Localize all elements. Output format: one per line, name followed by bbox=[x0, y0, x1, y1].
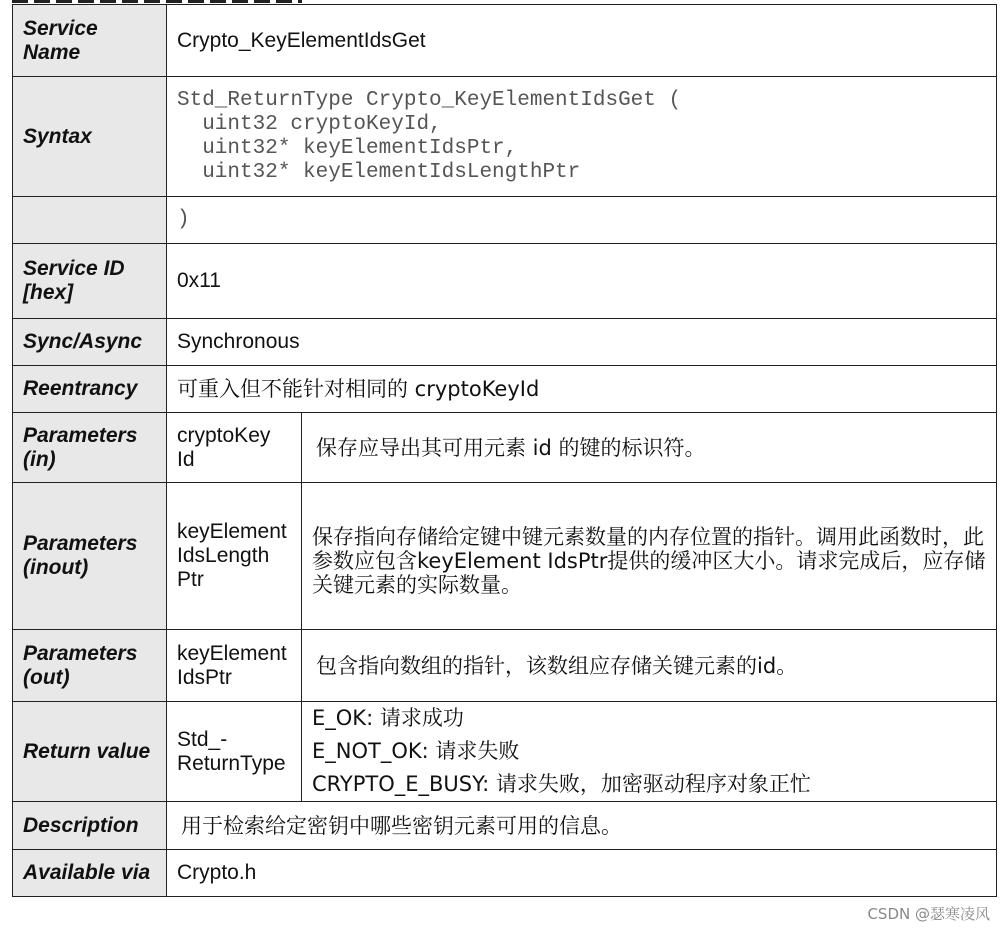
empty-label-cell bbox=[13, 197, 167, 244]
available-via-label: Available via bbox=[13, 850, 167, 897]
row-params-out bbox=[13, 630, 997, 702]
reentrancy-label: Reentrancy bbox=[13, 366, 167, 413]
sync-value: Synchronous bbox=[167, 319, 997, 366]
row-available-via bbox=[13, 850, 997, 897]
return-code: CRYPTO_E_BUSY: 请求失败，加密驱动程序对象正忙 bbox=[312, 772, 811, 796]
params-in-label: Parameters (in) bbox=[13, 413, 167, 483]
reentrancy-value: 可重入但不能针对相同的 cryptoKeyId bbox=[167, 366, 997, 413]
description-value: 用于检索给定密钥中哪些密钥元素可用的信息。 bbox=[167, 802, 997, 850]
params-inout-name: keyElement IdsLength Ptr bbox=[167, 483, 302, 630]
row-syntax bbox=[13, 77, 997, 197]
return-code: E_OK: 请求成功 bbox=[312, 706, 464, 730]
row-sync bbox=[13, 319, 997, 366]
service-id-label: Service ID [hex] bbox=[13, 244, 167, 319]
syntax-line: uint32* keyElementIdsPtr, bbox=[177, 136, 518, 160]
top-border-fragment bbox=[12, 0, 302, 3]
row-return-value bbox=[13, 702, 997, 802]
syntax-code bbox=[167, 77, 997, 197]
params-inout-label: Parameters (inout) bbox=[13, 483, 167, 630]
syntax-line: uint32 cryptoKeyId, bbox=[177, 112, 442, 136]
service-name-label: Service Name bbox=[13, 5, 167, 77]
params-out-desc: 包含指向数组的指针，该数组应存储关键元素的id。 bbox=[302, 630, 997, 702]
available-via-value: Crypto.h bbox=[167, 850, 997, 897]
row-description bbox=[13, 802, 997, 850]
service-name-value: Crypto_KeyElementIdsGet bbox=[167, 5, 997, 77]
row-params-inout bbox=[13, 483, 997, 630]
params-inout-desc: 保存指向存储给定键中键元素数量的内存位置的指针。调用此函数时，此参数应包含keyElement IdsPtr提供的缓冲区大小。请求完成后，应存储关键元素的实际数量。 bbox=[302, 483, 997, 630]
row-params-in bbox=[13, 413, 997, 483]
params-out-label: Parameters (out) bbox=[13, 630, 167, 702]
row-reentrancy bbox=[13, 366, 997, 413]
params-in-name: cryptoKey Id bbox=[167, 413, 302, 483]
sync-label: Sync/Async bbox=[13, 319, 167, 366]
return-type: Std_- ReturnType bbox=[167, 702, 302, 802]
service-id-value: 0x11 bbox=[167, 244, 997, 319]
row-syntax-close bbox=[13, 197, 997, 244]
syntax-line: Std_ReturnType Crypto_KeyElementIdsGet ( bbox=[177, 88, 682, 112]
syntax-line: uint32* keyElementIdsLengthPtr bbox=[177, 160, 581, 184]
row-service-name bbox=[13, 5, 997, 77]
return-value-label: Return value bbox=[13, 702, 167, 802]
syntax-close: ) bbox=[167, 197, 997, 244]
service-spec-table bbox=[12, 4, 997, 897]
watermark: CSDN @瑟寒凌风 bbox=[867, 905, 990, 923]
return-code: E_NOT_OK: 请求失败 bbox=[312, 739, 520, 763]
syntax-label: Syntax bbox=[13, 77, 167, 197]
return-value-list bbox=[302, 702, 997, 802]
params-out-name: keyElement IdsPtr bbox=[167, 630, 302, 702]
description-label: Description bbox=[13, 802, 167, 850]
params-in-desc: 保存应导出其可用元素 id 的键的标识符。 bbox=[302, 413, 997, 483]
row-service-id bbox=[13, 244, 997, 319]
